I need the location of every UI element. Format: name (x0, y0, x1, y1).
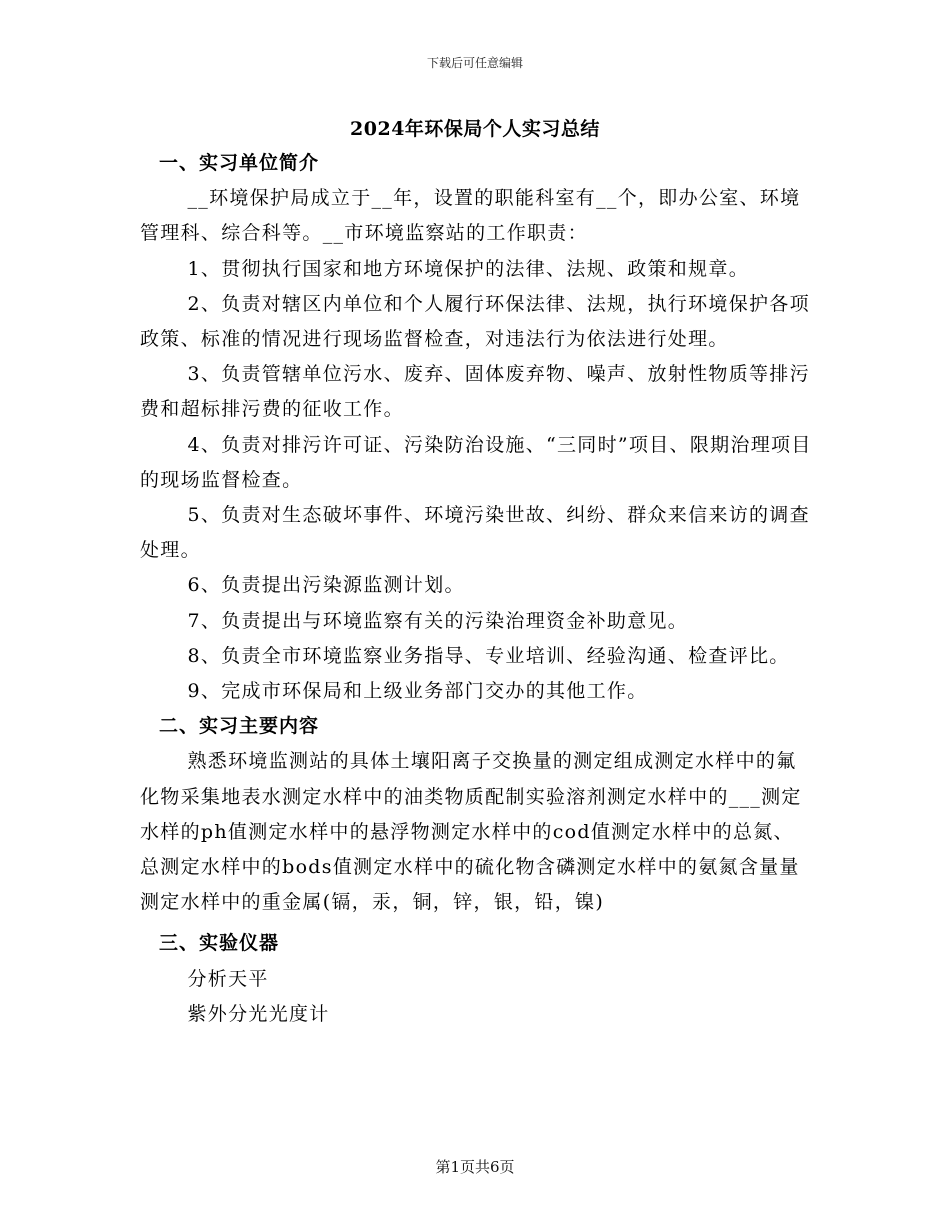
duty-item-4: 4、负责对排污许可证、污染防治设施、“三同时”项目、限期治理项目的现场监督检查。 (140, 433, 812, 491)
section-heading-1: 一、实习单位简介 (159, 152, 320, 174)
duty-item-3: 3、负责管辖单位污水、废弃、固体废弃物、噪声、放射性物质等排污费和超标排污费的征收工作。 (140, 363, 810, 421)
duty-item-2: 2、负责对辖区内单位和个人履行环保法律、法规，执行环境保护各项政策、标准的情况进行现场监督检查，对违法行为依法进行处理。 (140, 292, 810, 351)
section1-intro: __环境保护局成立于__年，设置的职能科室有__个，即办公室、环境管理科、综合科等。__市环境监察站的工作职责： (140, 187, 801, 245)
duty-item-7: 7、负责提出与环境监察有关的污染治理资金补助意见。 (187, 609, 689, 632)
instrument-item-2: 紫外分光光度计 (187, 1002, 330, 1025)
duty-item-1: 1、贯彻执行国家和地方环境保护的法律、法规、政策和规章。 (187, 257, 749, 280)
duty-item-9: 9、完成市环保局和上级业务部门交办的其他工作。 (187, 680, 648, 703)
page-footer: 第1页共6页 (435, 1158, 515, 1176)
section-heading-3: 三、实验仪器 (159, 932, 280, 955)
duty-item-8: 8、负责全市环境监察业务指导、专业培训、经验沟通、检查评比。 (187, 644, 790, 667)
header-note: 下载后可任意编辑 (426, 56, 523, 70)
instrument-item-1: 分析天平 (187, 967, 269, 990)
section2-body: 熟悉环境监测站的具体土壤阳离子交换量的测定组成测定水样中的氟化物采集地表水测定水样中的油类物质配制实验溶剂测定水样中的___测定水样的ph值测定水样中的悬浮物测定水样中的cod值测定水样中的总氮、总测定水样中的bods值测定水样中的硫化物含磷测定水样中的氨氮含量量测定水样中的重金属(镉，汞，铜，锌，银，铅，镍) (140, 750, 802, 914)
document-body (140, 146, 812, 1032)
section-heading-2: 二、实习主要内容 (159, 715, 320, 738)
duty-item-6: 6、负责提出污染源监测计划。 (187, 574, 465, 597)
duty-item-5: 5、负责对生态破坏事件、环境污染世故、纠纷、群众来信来访的调查处理。 (140, 504, 810, 562)
document-title: 2024年环保局个人实习总结 (350, 118, 600, 140)
